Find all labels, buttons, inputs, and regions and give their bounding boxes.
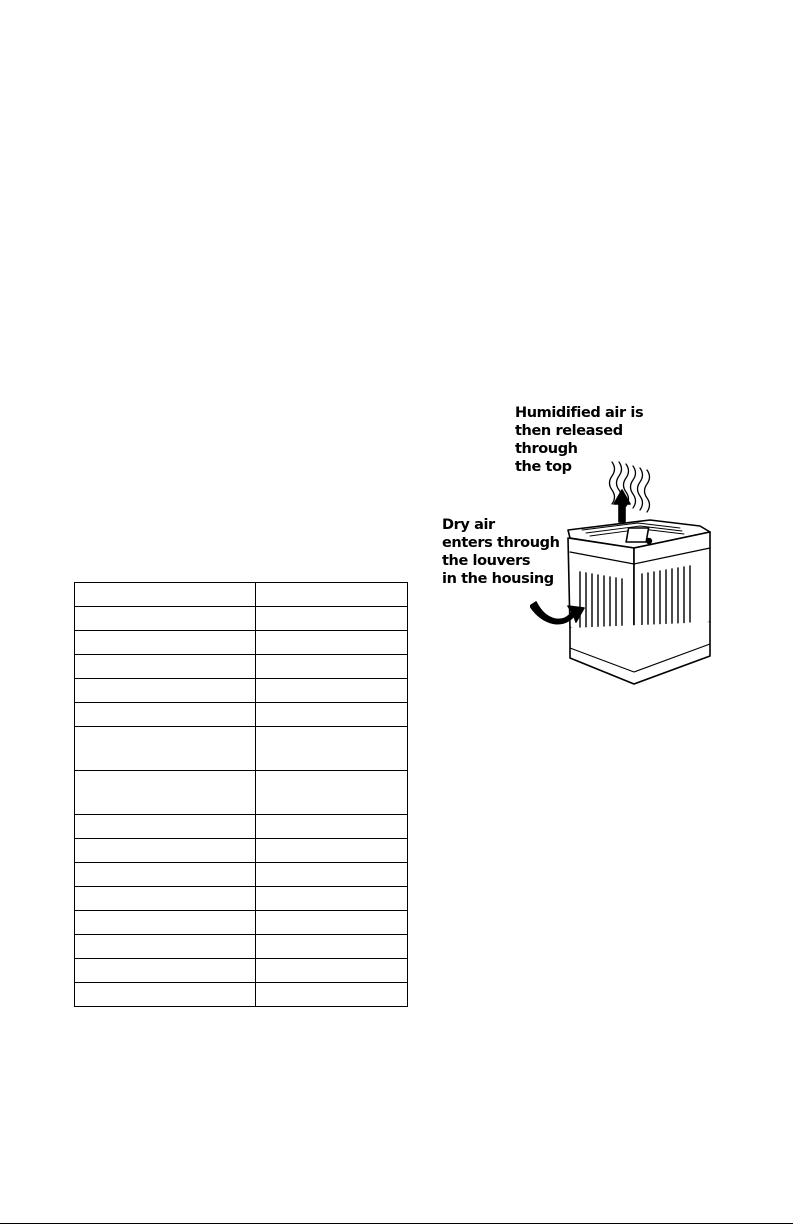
callout-line: Dry air — [442, 517, 495, 533]
table-row — [75, 863, 408, 887]
table-row — [75, 815, 408, 839]
table-cell — [75, 583, 256, 607]
callout-line: in the housing — [442, 571, 554, 587]
table-cell — [75, 935, 256, 959]
table-cell — [256, 607, 408, 631]
table-row — [75, 703, 408, 727]
callout-line: then released — [515, 423, 623, 439]
table-cell — [75, 887, 256, 911]
table-row — [75, 655, 408, 679]
table-row — [75, 959, 408, 983]
table-cell — [75, 679, 256, 703]
table-cell — [256, 679, 408, 703]
table-cell — [75, 815, 256, 839]
table-cell — [256, 771, 408, 815]
table-cell — [256, 839, 408, 863]
table-cell — [75, 631, 256, 655]
table-cell — [256, 815, 408, 839]
table-row — [75, 583, 408, 607]
table-cell — [256, 887, 408, 911]
humidifier-illustration-icon — [530, 452, 750, 704]
callout-line: the louvers — [442, 553, 531, 569]
table-cell — [256, 583, 408, 607]
table-cell — [75, 959, 256, 983]
callout-line: enters through — [442, 535, 560, 551]
table-row — [75, 983, 408, 1007]
table-row — [75, 727, 408, 771]
table-cell — [75, 983, 256, 1007]
table-cell — [256, 703, 408, 727]
callout-line: Humidified air is — [515, 405, 644, 421]
table-cell — [75, 703, 256, 727]
specifications-table — [74, 582, 408, 1007]
table-row — [75, 935, 408, 959]
table-cell — [256, 935, 408, 959]
table-cell — [75, 839, 256, 863]
table-cell — [75, 911, 256, 935]
table-row — [75, 771, 408, 815]
table-cell — [75, 863, 256, 887]
table-cell — [256, 911, 408, 935]
table-cell — [256, 631, 408, 655]
callout-line: the top — [515, 459, 572, 475]
table-row — [75, 911, 408, 935]
callout-line: through — [515, 441, 578, 457]
table-cell — [256, 983, 408, 1007]
table-cell — [75, 655, 256, 679]
table-cell — [256, 727, 408, 771]
table-row — [75, 839, 408, 863]
table-row — [75, 631, 408, 655]
table-cell — [256, 863, 408, 887]
table-cell — [256, 655, 408, 679]
table-row — [75, 887, 408, 911]
table-row — [75, 679, 408, 703]
footer-rule — [0, 1223, 793, 1224]
table-cell — [256, 959, 408, 983]
table-row — [75, 607, 408, 631]
table-cell — [75, 607, 256, 631]
table-cell — [75, 771, 256, 815]
table-cell — [75, 727, 256, 771]
